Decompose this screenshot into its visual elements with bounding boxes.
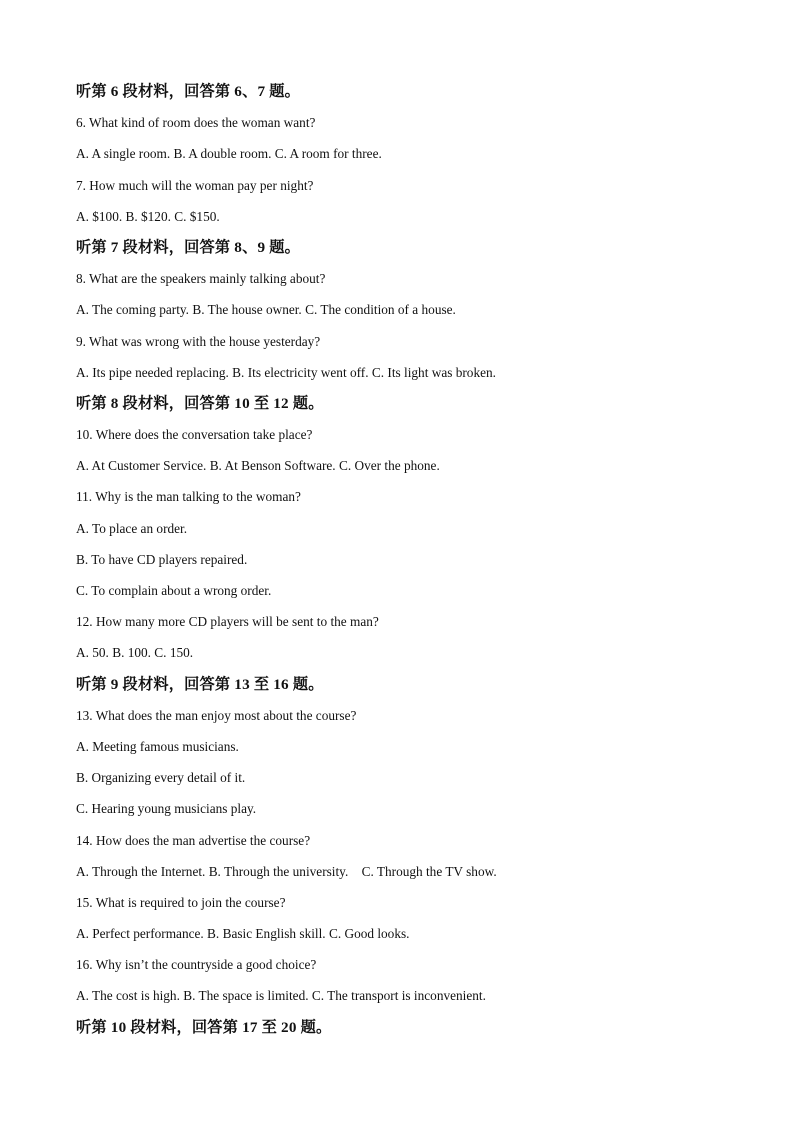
options-line: A. 50. B. 100. C. 150. bbox=[76, 645, 194, 661]
option-line: A. Meeting famous musicians. bbox=[76, 738, 239, 754]
question-line: 6. What kind of room does the woman want? bbox=[76, 115, 316, 131]
section-heading: 听第 7 段材料，回答第 8、9 题。 bbox=[76, 238, 301, 256]
question-line: 15. What is required to join the course? bbox=[76, 894, 286, 910]
options-line: A. At Customer Service. B. At Benson Software. C. Over the phone. bbox=[76, 458, 440, 474]
section-heading: 听第 6 段材料，回答第 6、7 题。 bbox=[76, 83, 301, 100]
option-line: C. To complain about a wrong order. bbox=[76, 583, 272, 598]
section-heading: 听第 9 段材料，回答第 13 至 16 题。 bbox=[76, 675, 324, 693]
options-line: A. A single room. B. A double room. C. A room for three. bbox=[76, 146, 382, 162]
section-heading: 听第 8 段材料，回答第 10 至 12 题。 bbox=[76, 394, 324, 412]
question-line: 14. How does the man advertise the course? bbox=[76, 832, 311, 848]
options-line: A. Its pipe needed replacing. B. Its electricity went off. C. Its light was broken. bbox=[76, 364, 496, 380]
question-line: 11. Why is the man talking to the woman? bbox=[76, 489, 301, 505]
question-line: 13. What does the man enjoy most about the course? bbox=[76, 707, 357, 723]
question-line: 12. How many more CD players will be sent to the man? bbox=[76, 614, 379, 630]
exam-page bbox=[76, 80, 754, 1047]
option-line: C. Hearing young musicians play. bbox=[76, 801, 257, 817]
section-heading: 听第 10 段材料，回答第 17 至 20 题。 bbox=[76, 1018, 332, 1036]
option-line: A. To place an order. bbox=[76, 520, 188, 536]
question-line: 10. Where does the conversation take place? bbox=[76, 427, 313, 443]
question-line: 9. What was wrong with the house yesterday? bbox=[76, 333, 321, 349]
option-line: B. Organizing every detail of it. bbox=[76, 770, 246, 786]
options-line: A. Perfect performance. B. Basic English skill. C. Good looks. bbox=[76, 926, 410, 942]
question-line: 7. How much will the woman pay per night? bbox=[76, 177, 314, 193]
options-line: A. $100. B. $120. C. $150. bbox=[76, 208, 220, 224]
question-line: 8. What are the speakers mainly talking about? bbox=[76, 271, 326, 287]
options-line: A. The coming party. B. The house owner. C. The condition of a house. bbox=[76, 302, 456, 318]
question-line: 16. Why isn’t the countryside a good choice? bbox=[76, 957, 317, 973]
options-line: A. The cost is high. B. The space is limited. C. The transport is inconvenient. bbox=[76, 988, 486, 1004]
option-line: B. To have CD players repaired. bbox=[76, 551, 248, 567]
options-line: A. Through the Internet. B. Through the university. C. Through the TV show. bbox=[76, 863, 497, 879]
